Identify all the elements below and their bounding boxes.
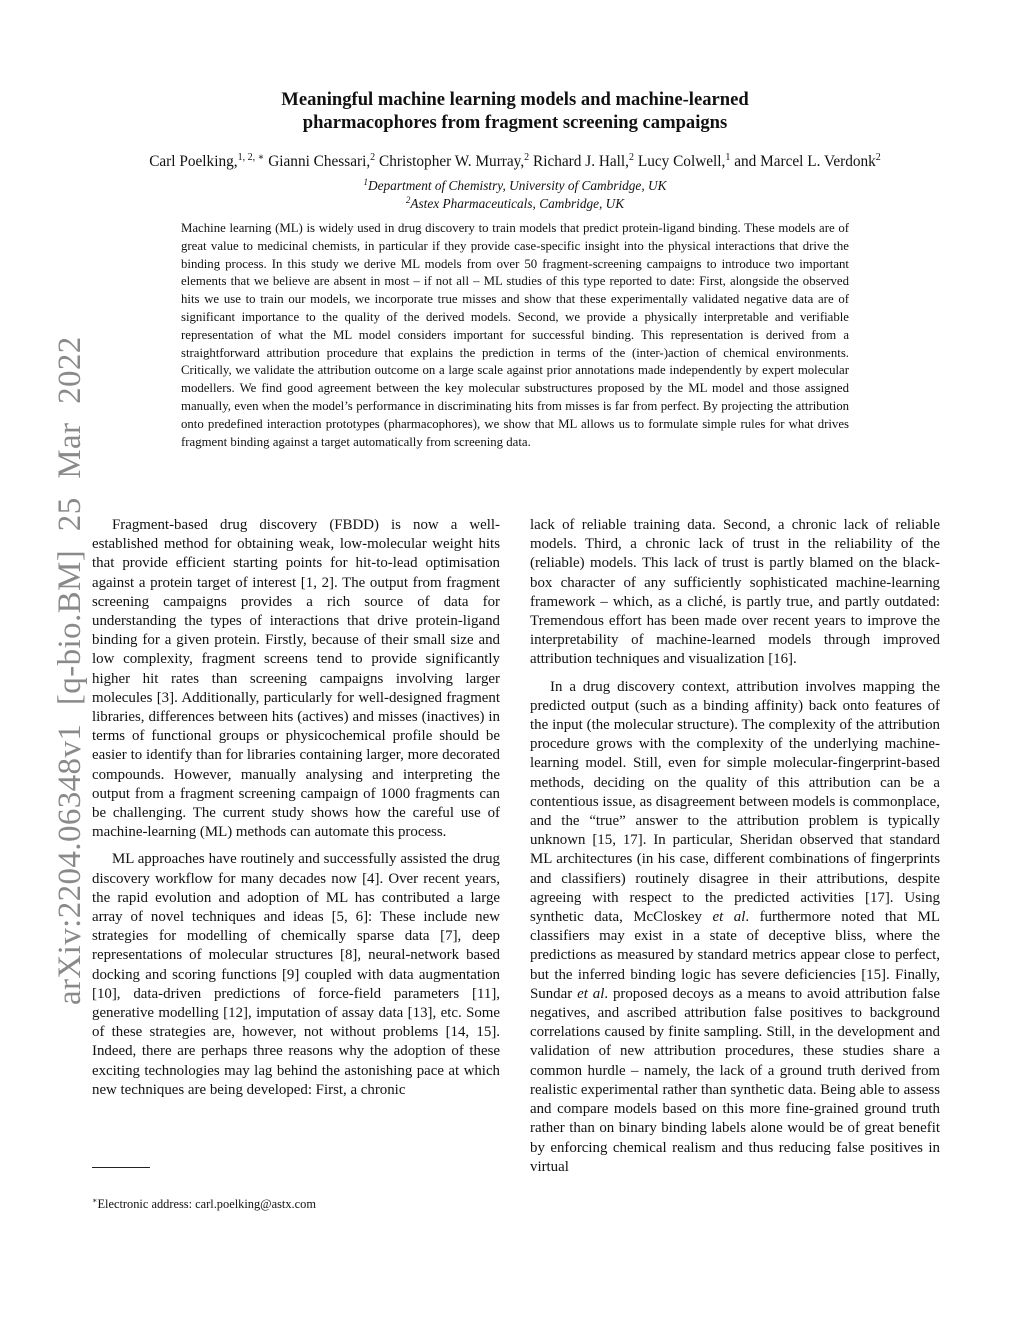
affiliation [200,177,830,195]
paragraph-text: . proposed decoys as a means to avoid attribution false negatives, and ascribed attribution false positives to background correlations caused by finite sampling. Still, in the development and validation of new attribution procedures, these studies share a common hurdle – namely, the lack of a ground truth derived from realistic experimental rather than synthetic data. Being able to assess and compare models based on this more fine-grained ground truth rather than on binary binding labels alone would be of great benefit by enforcing chemical realism and thus reducing false positives in virtual [530,985,940,1175]
abstract: Machine learning (ML) is widely used in drug discovery to train models that predict protein-ligand binding. These models are of great value to medicinal chemists, in particular if they provide case-specific insight into the physical interactions that drive the binding process. In this study we derive ML models from over 50 fragment-screening campaigns to introduce two important elements that we believe are absent in most – if not all – ML studies of this type reported to date: First, alongside the observed hits we use to train our models, we incorporate true misses and show that these experimentally validated negative data are of significant importance to the quality of the derived models. Second, we provide a physically interpretable and verifiable representation of what the ML model considers important for successful binding. This representation is derived from a straightforward attribution procedure that explains the prediction in terms of the (inter-)action of chemical environments. Critically, we validate the attribution outcome on a large scale against prior annotations made independently by expert molecular modellers. We find good agreement between the key molecular substructures proposed by the ML model and those assigned manually, even when the model’s performance in discriminating hits from misses is far from perfect. By projecting the attribution onto predefined interaction prototypes (pharmacophores), we show that ML allows us to formulate simple rules for what drives fragment binding against a target automatically from screening data. [181,221,849,449]
paragraph: lack of reliable training data. Second, a chronic lack of reliable models. Third, a chronic lack of trust in the reliability of the (reliable) models. This lack of trust is partly blamed on the black-box character of any sufficiently sophisticated machine-learning framework – which, as a cliché, is partly true, and partly outdated: Tremendous effort has been made over recent years to improve the interpretability of machine-learned models through improved attribution techniques and visualization [16]. [530,517,940,668]
paragraph: ML approaches have routinely and successfully assisted the drug discovery workflow for many decades now [4]. Over recent years, the rapid evolution and adoption of ML has contributed a large array of novel techniques and ideas [5, 6]: These include new strategies for modelling of chemically sparse data [7], deep representations of molecular structures [8], neural-network based docking and scoring functions [9] coupled with data augmentation [10], data-driven predictions of force-field parameters [11], generative modelling [12], imputation of assay data [13], etc. Some of these strategies are, however, not without problems [14, 15]. Indeed, there are perhaps three reasons why the adoption of these exciting technologies may lag behind the astonishing pace at which new techniques are being developed: First, a chronic [92,851,500,1098]
title-line-2: pharmacophores from fragment screening campaigns [302,112,728,133]
body-right-column [530,516,940,1185]
paragraph-text: In a drug discovery context, attribution involves mapping the predicted output (such as a binding affinity) back onto features of the input (the molecular structure). The complexity of the attribution procedure grows with the complexity of the underlying machine-learning model. Still, even for simple molecular-fingerprint-based methods, deciding on the quality of this attribution can be a contentious issue, as disagreement between models is commonplace, and the “true” answer to the attribution problem is typically unknown [15, 17]. In particular, Sheridan observed that standard ML architectures (in his case, different combinations of fingerprints and classifiers) routinely disagree in their attributions, despite agreeing with respect to the predicted activities [17]. Using synthetic data, McCloskey [530,678,940,926]
footnote-rule [92,1167,150,1168]
author-affiliation-marker: 2 [370,152,376,163]
footnote [92,1196,316,1212]
affiliation-text: Astex Pharmaceuticals, Cambridge, UK [410,196,625,211]
author-affiliation-marker: 2 [524,152,530,163]
author-affiliation-marker: 2 [875,152,881,163]
paragraph-text: . furthermore noted that ML classifiers may exist in a state of deceptive bliss, where the predictions as measured by standard metrics appear close to perfect, but the inferred binding logic has severe deficiencies [15]. Finally, Sundar [530,909,940,1002]
et-al-emphasis: et al [712,909,746,926]
paragraph: Fragment-based drug discovery (FBDD) is now a well-established method for obtaining weak, low-molecular weight hits that provide efficient starting points for hit-to-lead optimisation against a protein target of interest [1, 2]. The output from fragment screening campaigns provides a rich source of data for understanding the types of interactions that drive protein-ligand binding for a given protein. Firstly, because of their small size and low complexity, fragment screens tend to provide significantly higher hit rates than screening campaigns involving larger molecules [3]. Additionally, particularly for well-designed fragment libraries, differences between hits (actives) and misses (inactives) in terms of functional groups or physicochemical profile should be easier to identify than for libraries containing larger, more decorated compounds. However, manually analysing and interpreting the output from a fragment screening campaign of 1000 fragments can be challenging. The current study shows how the careful use of machine-learning (ML) methods can automate this process. [92,517,500,841]
author-name: Gianni Chessari, [268,153,371,170]
paragraph [530,678,940,1177]
affiliation-text: Department of Chemistry, University of Cambridge, UK [368,178,667,193]
author-name: Lucy Colwell, [637,153,726,170]
footnote-text: Electronic address: carl.poelking@astx.com [97,1197,316,1211]
affiliation-marker: 2 [405,195,411,205]
affiliation-marker: 1 [363,177,369,187]
author-affiliation-marker: 1 [725,152,731,163]
author-list [80,152,950,172]
body-left-column [92,516,500,1108]
affiliation [200,195,830,213]
author-name: Richard J. Hall, [533,153,630,170]
affiliation-list [200,177,830,213]
et-al-emphasis: et al [577,985,605,1002]
author-affiliation-marker: 1, 2, ∗ [237,152,265,163]
author-name: and Marcel L. Verdonk [734,153,876,170]
author-name: Carl Poelking, [149,153,238,170]
footnote-marker: ∗ [92,1196,98,1205]
title-line-1: Meaningful machine learning models and machine-learned [281,89,749,110]
paper-title [150,88,880,134]
author-affiliation-marker: 2 [629,152,635,163]
author-name: Christopher W. Murray, [379,153,525,170]
arxiv-identifier-stamp: arXiv:2204.06348v1 [q-bio.BM] 25 Mar 2022 [52,336,88,1005]
